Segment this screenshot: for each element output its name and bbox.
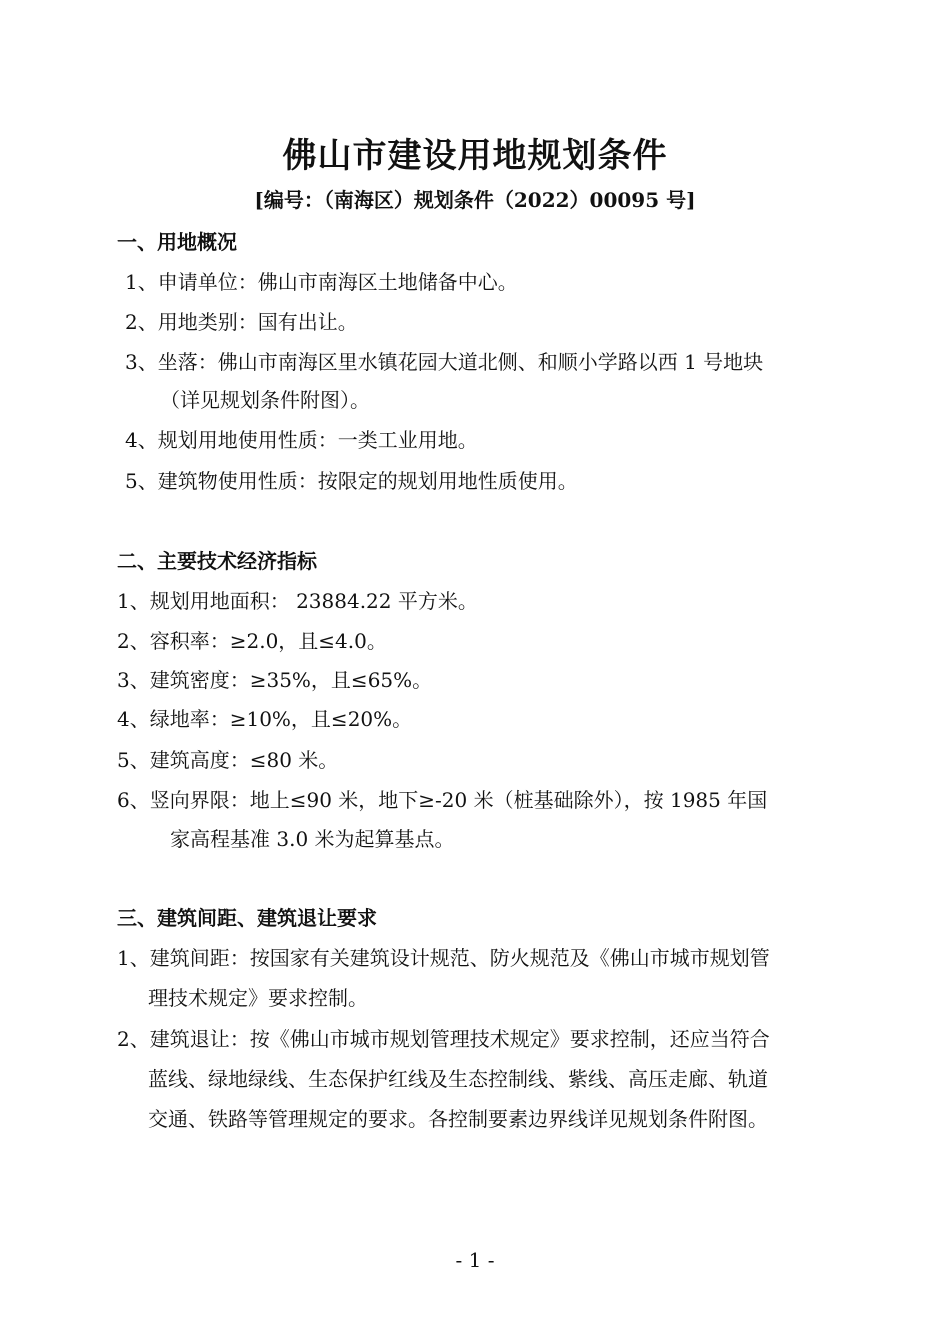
list-item: 3、建筑密度：≥35%，且≤65%。 xyxy=(117,668,433,692)
list-item: 4、绿地率：≥10%，且≤20%。 xyxy=(117,707,413,731)
list-item: 6、竖向界限：地上≤90 米，地下≥-20 米（桩基础除外），按 1985 年国 xyxy=(117,788,768,812)
list-item-continuation: 交通、铁路等管理规定的要求。各控制要素边界线详见规划条件附图。 xyxy=(148,1107,768,1131)
list-item-continuation: 蓝线、绿地绿线、生态保护红线及生态控制线、紫线、高压走廊、轨道 xyxy=(148,1067,768,1091)
document-number: [编号：（南海区）规划条件（2022）00095 号] xyxy=(254,188,696,212)
section-heading-land-overview: 一、用地概况 xyxy=(117,230,237,254)
page-number: - 1 - xyxy=(455,1248,495,1272)
list-item: 4、规划用地使用性质：一类工业用地。 xyxy=(125,428,478,452)
list-item: 1、规划用地面积： 23884.22 平方米。 xyxy=(117,589,478,613)
list-item: 1、申请单位：佛山市南海区土地储备中心。 xyxy=(125,270,518,294)
section-heading-spacing-setback: 三、建筑间距、建筑退让要求 xyxy=(117,906,377,930)
list-item: 5、建筑高度：≤80 米。 xyxy=(117,748,339,772)
list-item-continuation: （详见规划条件附图）。 xyxy=(160,388,370,412)
list-item: 3、坐落：佛山市南海区里水镇花园大道北侧、和顺小学路以西 1 号地块 xyxy=(125,350,764,374)
list-item: 1、建筑间距：按国家有关建筑设计规范、防火规范及《佛山市城市规划管 xyxy=(117,946,770,970)
list-item: 2、容积率：≥2.0，且≤4.0。 xyxy=(117,629,387,653)
list-item: 2、用地类别：国有出让。 xyxy=(125,310,358,334)
section-heading-technical-indicators: 二、主要技术经济指标 xyxy=(117,549,317,573)
document-title: 佛山市建设用地规划条件 xyxy=(282,136,668,176)
list-item: 5、建筑物使用性质：按限定的规划用地性质使用。 xyxy=(125,469,578,493)
list-item-continuation: 理技术规定》要求控制。 xyxy=(148,986,368,1010)
list-item: 2、建筑退让：按《佛山市城市规划管理技术规定》要求控制，还应当符合 xyxy=(117,1027,770,1051)
list-item-continuation: 家高程基准 3.0 米为起算基点。 xyxy=(170,827,455,851)
